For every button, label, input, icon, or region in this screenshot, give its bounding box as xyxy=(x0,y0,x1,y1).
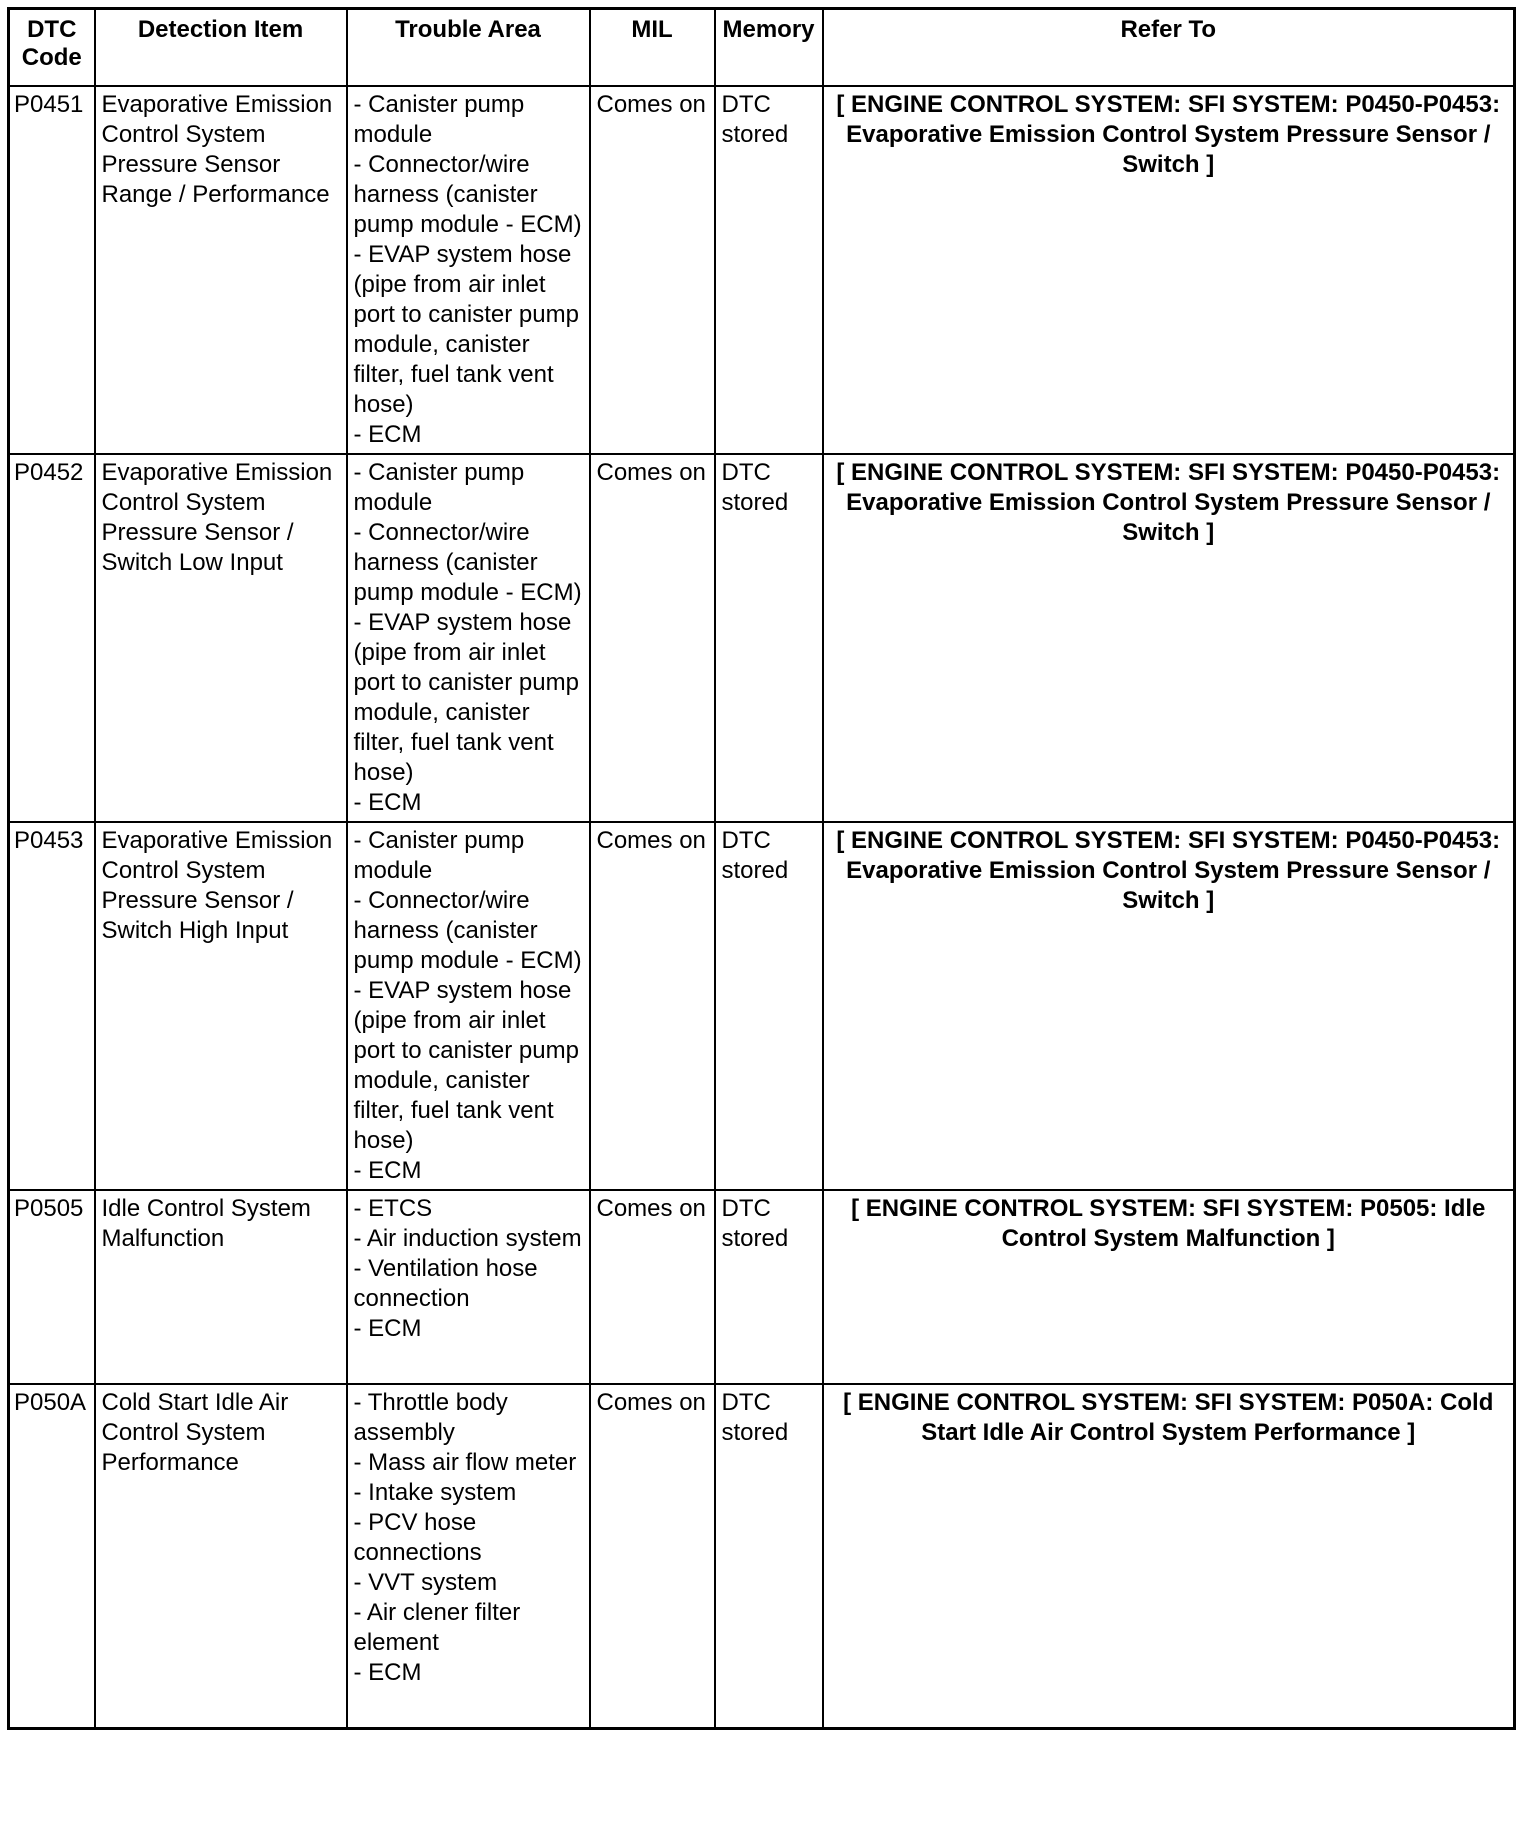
dtc-code-cell: P0452 xyxy=(9,454,95,822)
trouble-area-cell: - Canister pump module - Connector/wire harness (canister pump module - ECM) - EVAP system hose (pipe from air inlet port to canister pump module, canister filter, fuel tank vent hose) - ECM xyxy=(347,86,590,454)
mil-cell: Comes on xyxy=(590,454,715,822)
table-row xyxy=(9,1384,1515,1728)
dtc-code-cell: P050A xyxy=(9,1384,95,1728)
trouble-area-cell: - ETCS - Air induction system - Ventilation hose connection - ECM xyxy=(347,1190,590,1384)
memory-cell: DTC stored xyxy=(715,1384,823,1728)
table-row xyxy=(9,822,1515,1190)
mil-cell: Comes on xyxy=(590,822,715,1190)
refer-to-link[interactable]: [ ENGINE CONTROL SYSTEM: SFI SYSTEM: P050A: Cold Start Idle Air Control System Performance ] xyxy=(823,1384,1515,1728)
mil-cell: Comes on xyxy=(590,1190,715,1384)
detection-item-cell: Cold Start Idle Air Control System Performance xyxy=(95,1384,347,1728)
dtc-code-cell: P0505 xyxy=(9,1190,95,1384)
mil-cell: Comes on xyxy=(590,1384,715,1728)
refer-to-link[interactable]: [ ENGINE CONTROL SYSTEM: SFI SYSTEM: P0505: Idle Control System Malfunction ] xyxy=(823,1190,1515,1384)
dtc-code-cell: P0453 xyxy=(9,822,95,1190)
dtc-table xyxy=(7,7,1516,1730)
dtc-code-cell: P0451 xyxy=(9,86,95,454)
memory-cell: DTC stored xyxy=(715,86,823,454)
header-refer-to: Refer To xyxy=(823,9,1515,87)
mil-cell: Comes on xyxy=(590,86,715,454)
detection-item-cell: Evaporative Emission Control System Pressure Sensor / Switch Low Input xyxy=(95,454,347,822)
header-row xyxy=(9,9,1515,87)
memory-cell: DTC stored xyxy=(715,1190,823,1384)
header-detection-item: Detection Item xyxy=(95,9,347,87)
header-mil: MIL xyxy=(590,9,715,87)
refer-to-link[interactable]: [ ENGINE CONTROL SYSTEM: SFI SYSTEM: P0450-P0453: Evaporative Emission Control System Pressure Sensor / Switch ] xyxy=(823,822,1515,1190)
refer-to-link[interactable]: [ ENGINE CONTROL SYSTEM: SFI SYSTEM: P0450-P0453: Evaporative Emission Control System Pressure Sensor / Switch ] xyxy=(823,86,1515,454)
trouble-area-cell: - Canister pump module - Connector/wire harness (canister pump module - ECM) - EVAP system hose (pipe from air inlet port to canister pump module, canister filter, fuel tank vent hose) - ECM xyxy=(347,454,590,822)
trouble-area-cell: - Canister pump module - Connector/wire harness (canister pump module - ECM) - EVAP system hose (pipe from air inlet port to canister pump module, canister filter, fuel tank vent hose) - ECM xyxy=(347,822,590,1190)
memory-cell: DTC stored xyxy=(715,822,823,1190)
detection-item-cell: Idle Control System Malfunction xyxy=(95,1190,347,1384)
table-row xyxy=(9,454,1515,822)
detection-item-cell: Evaporative Emission Control System Pressure Sensor Range / Performance xyxy=(95,86,347,454)
dtc-table-sheet xyxy=(7,7,1516,1730)
trouble-area-cell: - Throttle body assembly - Mass air flow meter - Intake system - PCV hose connections - VVT system - Air clener filter element - ECM xyxy=(347,1384,590,1728)
table-row xyxy=(9,86,1515,454)
header-trouble-area: Trouble Area xyxy=(347,9,590,87)
detection-item-cell: Evaporative Emission Control System Pressure Sensor / Switch High Input xyxy=(95,822,347,1190)
header-dtc-code: DTC Code xyxy=(9,9,95,87)
table-row xyxy=(9,1190,1515,1384)
refer-to-link[interactable]: [ ENGINE CONTROL SYSTEM: SFI SYSTEM: P0450-P0453: Evaporative Emission Control System Pressure Sensor / Switch ] xyxy=(823,454,1515,822)
memory-cell: DTC stored xyxy=(715,454,823,822)
header-memory: Memory xyxy=(715,9,823,87)
